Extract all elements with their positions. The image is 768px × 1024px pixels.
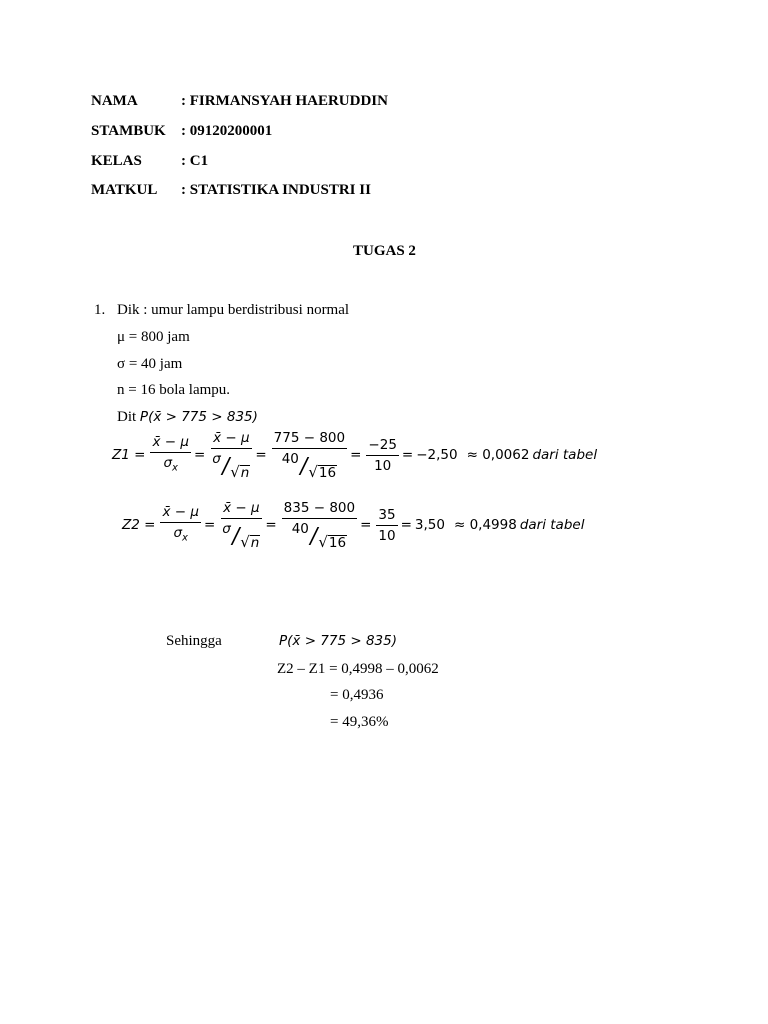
z1-frac-standard xyxy=(150,434,190,477)
z1-frac-simplified: $\frac{-25}{10}$ xyxy=(368,436,397,474)
asked-line xyxy=(117,408,258,426)
asked-prefix: Dit xyxy=(117,409,140,425)
z2-frac-simplified: $\frac{35}{10}$ xyxy=(378,506,396,544)
z1-frac3-num: 775 − 800 xyxy=(272,430,347,449)
z2-result: 3,50 xyxy=(414,517,445,533)
z1-note: dari tabel xyxy=(532,447,598,463)
z2-frac-sqrt: x̄ − μ σ / √ n xyxy=(222,500,260,551)
given-n: n = 16 bola lampu. xyxy=(117,382,231,398)
matkul-label: MATKUL xyxy=(91,182,158,198)
z2-frac-values: 835 − 800 40 / √ 16 xyxy=(283,500,356,551)
conclusion-line-1: Z2 – Z1 = 0,4998 – 0,0062 xyxy=(277,661,439,677)
problem-number: 1. xyxy=(94,302,106,318)
page-title: TUGAS 2 xyxy=(353,243,416,259)
asked-expression: P(x̄ > 775 > 835) xyxy=(139,409,258,425)
z2-note: dari tabel xyxy=(519,517,585,533)
conclusion-label: Sehingga xyxy=(166,633,222,649)
sqrt-icon: √ xyxy=(240,533,250,551)
nama-value: : FIRMANSYAH HAERUDDIN xyxy=(181,93,388,109)
z1-frac2-num: x̄ − μ xyxy=(211,430,251,449)
z2-lhs: Z2 = xyxy=(122,517,156,533)
given-statement: Dik : umur lampu berdistribusi normal xyxy=(117,302,350,318)
z1-frac-den: $\sigma_x$ xyxy=(163,454,178,474)
z1-frac-sqrt: x̄ − μ σ / √ n xyxy=(212,430,250,481)
matkul-value: : STATISTIKA INDUSTRI II xyxy=(181,182,371,198)
z1-equation: Z1 = $\frac{x̄ - \mu}{\sigma_x}$ = x̄ − μ σ / √ n = 775 − 800 40 / √ 16 = $\frac{-25}{10}$ = −2,50 ≈ 0,0062 dari tabel xyxy=(112,430,598,481)
z1-frac-num: x̄ − μ xyxy=(150,434,190,453)
z2-approx: ≈ 0,4998 xyxy=(453,517,517,533)
kelas-value: : C1 xyxy=(181,153,209,169)
z2-frac-standard: $\frac{x̄ - \mu}{\sigma_x}$ xyxy=(162,503,199,544)
sqrt-icon: √ xyxy=(230,463,240,481)
z1-approx: ≈ 0,0062 xyxy=(466,447,530,463)
kelas-label: KELAS xyxy=(91,153,142,169)
conclusion-line-3: = 49,36% xyxy=(330,714,389,730)
given-sigma: σ = 40 jam xyxy=(117,356,183,372)
conclusion-line-2: = 0,4936 xyxy=(330,687,384,703)
stambuk-value: : 09120200001 xyxy=(181,123,273,139)
given-mu: μ = 800 jam xyxy=(117,329,190,345)
sqrt-icon: √ xyxy=(308,463,318,481)
conclusion-expression: P(x̄ > 775 > 835) xyxy=(279,633,397,649)
nama-label: NAMA xyxy=(91,93,138,109)
sqrt-icon: √ xyxy=(318,533,328,551)
stambuk-label: STAMBUK xyxy=(91,123,166,139)
z2-equation: Z2 = $\frac{x̄ - \mu}{\sigma_x}$ = x̄ − μ σ / √ n = 835 − 800 40 / √ 16 = $\frac{35}{10}$ = 3,50 ≈ 0,4998 dari tabel xyxy=(122,500,585,551)
z1-frac-values: 775 − 800 40 / √ 16 xyxy=(273,430,346,481)
z1-result: −2,50 xyxy=(416,447,458,463)
z1-lhs: Z1 = xyxy=(112,447,146,463)
